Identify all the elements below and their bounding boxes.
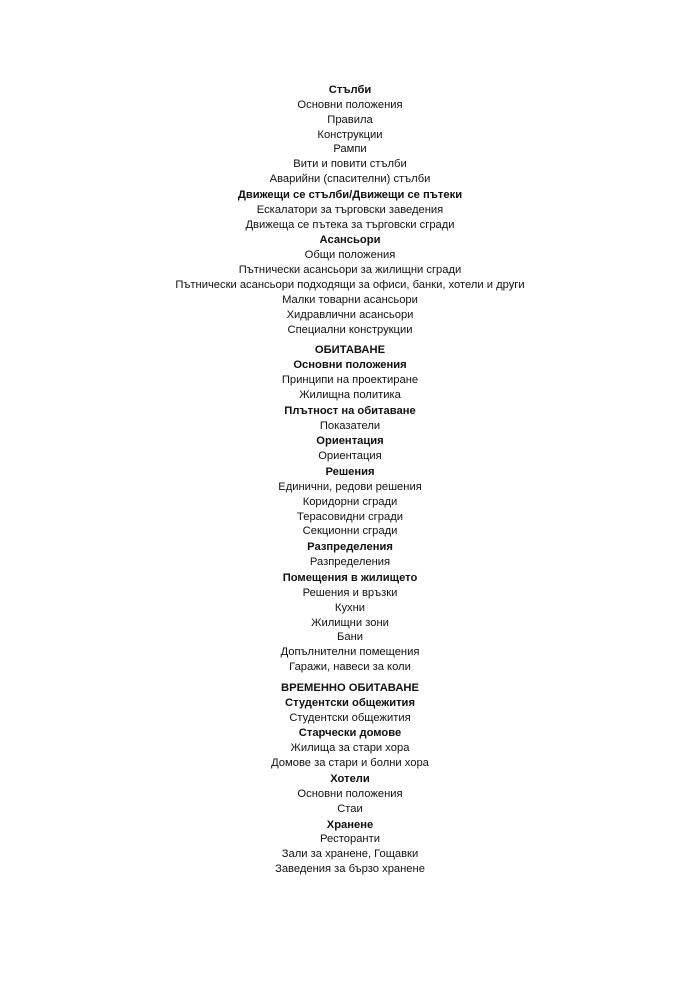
toc-item: Домове за стари и болни хора bbox=[271, 757, 429, 770]
toc-heading: Плътност на обитаване bbox=[284, 404, 416, 417]
toc-item: Правила bbox=[327, 113, 373, 126]
toc-item: Показатели bbox=[319, 419, 381, 432]
toc-item: Конструкции bbox=[317, 128, 383, 141]
toc-item: Малки товарни асансьори bbox=[282, 293, 418, 306]
toc-item: Бани bbox=[337, 631, 363, 644]
toc-heading: Студентски общежития bbox=[285, 696, 415, 709]
toc-item: Разпределения bbox=[309, 556, 391, 569]
toc-item: Стаи bbox=[337, 802, 363, 815]
toc-item: Терасовидни сгради bbox=[297, 510, 403, 523]
section-title: ВРЕМЕННО ОБИТАВАНЕ bbox=[281, 681, 419, 694]
toc-item: Основни положения bbox=[297, 787, 403, 800]
toc-heading: Решения bbox=[325, 466, 375, 479]
toc-item: Гаражи, навеси за коли bbox=[289, 661, 411, 674]
toc-item: Рампи bbox=[333, 143, 367, 156]
toc-heading: Движещи се стълби/Движещи се пътеки bbox=[237, 188, 463, 201]
toc-heading: Хранене bbox=[326, 818, 374, 831]
toc-item: Принципи на проектиране bbox=[281, 374, 419, 387]
toc-item: Студентски общежития bbox=[289, 711, 411, 724]
toc-heading: Разпределения bbox=[307, 541, 393, 554]
toc-heading: Асансьори bbox=[319, 234, 381, 247]
toc-heading: Основни положения bbox=[293, 359, 407, 372]
toc-item: Движеща се пътека за търговски сгради bbox=[245, 218, 455, 231]
toc-item: Хидравлични асансьори bbox=[286, 308, 414, 321]
toc-item: Ресторанти bbox=[319, 833, 380, 846]
toc-item: Решения и връзки bbox=[302, 586, 398, 599]
toc-item: Жилищни зони bbox=[311, 616, 389, 629]
toc-item: Заведения за бързо хранене bbox=[275, 863, 425, 876]
toc-item: Жилища за стари хора bbox=[290, 742, 410, 755]
toc-item: Жилищна политика bbox=[299, 388, 401, 401]
toc-item: Ескалатори за търговски заведения bbox=[256, 203, 444, 216]
toc-item: Зали за хранене, Гощавки bbox=[281, 848, 419, 861]
toc-item: Допълнителни помещения bbox=[280, 646, 420, 659]
toc-item: Общи положения bbox=[304, 249, 396, 262]
toc-item: Аварийни (спасителни) стълби bbox=[269, 173, 431, 186]
toc-item: Единични, редови решения bbox=[278, 480, 422, 493]
toc-item: Вити и повити стълби bbox=[293, 158, 407, 171]
toc-item: Специални конструкции bbox=[287, 323, 413, 336]
toc-item: Основни положения bbox=[297, 98, 403, 111]
toc-heading: Стълби bbox=[328, 84, 372, 96]
toc-item: Пътнически асансьори подходящи за офиси, банки, хотели и други bbox=[175, 278, 525, 291]
toc-item: Коридорни сгради bbox=[302, 495, 398, 508]
toc-item: Ориентация bbox=[318, 450, 382, 463]
toc-item: Секционни сгради bbox=[302, 525, 398, 538]
section-title: ОБИТАВАНЕ bbox=[314, 344, 386, 357]
toc-item: Пътнически асансьори за жилищни сгради bbox=[238, 264, 462, 277]
toc-heading: Хотели bbox=[330, 772, 370, 785]
toc-heading: Старчески домове bbox=[298, 727, 402, 740]
toc-heading: Ориентация bbox=[316, 435, 384, 448]
table-of-contents bbox=[0, 83, 700, 877]
toc-item: Кухни bbox=[334, 601, 366, 614]
toc-heading: Помещения в жилището bbox=[282, 572, 418, 584]
